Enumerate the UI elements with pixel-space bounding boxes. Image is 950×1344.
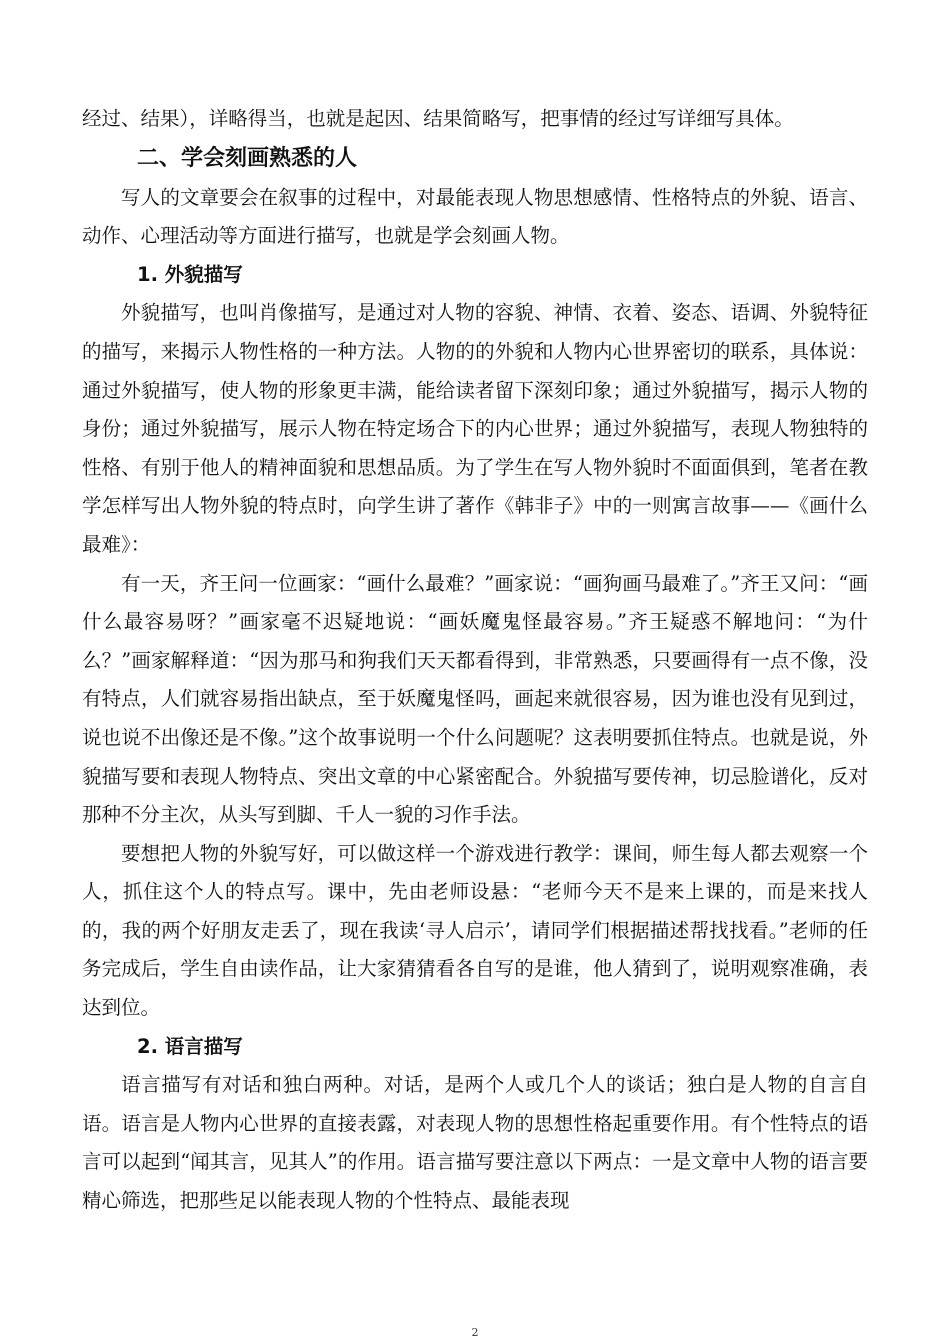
subheading-appearance: 1. 外貌描写	[137, 262, 243, 286]
section-heading: 二、学会刻画熟悉的人	[137, 145, 358, 171]
appearance-paragraph-2: 有一天，齐王问一位画家：“画什么最难？”画家说：“画狗画马最难了。”齐王又问：“画什么最容易呀？”画家毫不迟疑地说：“画妖魔鬼怪最容易。”齐王疑惑不解地问：“为什么？”画家解释道：“因为那马和狗我们天天都看得到，非常熟悉，只要画得有一点不像，没有特点，人们就容易指出缺点，至于妖魔鬼怪吗，画起来就很容易，因为谁也没有见到过，说也说不出像还是不像。”这个故事说明一个什么问题呢？这表明要抓住特点。也就是说，外貌描写要和表现人物特点、突出文章的中心紧密配合。外貌描写要传神，切忌脸谱化，反对那种不分主次，从头写到脚、千人一貌的习作手法。	[82, 571, 868, 827]
appearance-paragraph-3: 要想把人物的外貌写好，可以做这样一个游戏进行教学：课间，师生每人都去观察一个人，抓住这个人的特点写。课中，先由老师设悬：“老师今天不是来上课的，而是来找人的，我的两个好朋友走丢了，现在我读‘寻人启示’，请同学们根据描述帮找找看。”老师的任务完成后，学生自由读作品，让大家猜猜看各自写的是谁，他人猜到了，说明观察准确，表达到位。	[82, 841, 868, 1020]
subheading-language: 2. 语言描写	[137, 1034, 243, 1058]
appearance-paragraph-1: 外貌描写，也叫肖像描写，是通过对人物的容貌、神情、衣着、姿态、语调、外貌特征的描写，来揭示人物性格的一种方法。人物的的外貌和人物内心世界密切的联系，具体说：通过外貌描写，使人物的形象更丰满，能给读者留下深刻印象；通过外貌描写，揭示人物的身份；通过外貌描写，展示人物在特定场合下的内心世界；通过外貌描写，表现人物独特的性格、有别于他人的精神面貌和思想品质。为了学生在写人物外貌时不面面俱到，笔者在教学怎样写出人物外貌的特点时，向学生讲了著作《韩非子》中的一则寓言故事——《画什么最难》：	[82, 301, 868, 556]
language-paragraph-1: 语言描写有对话和独白两种。对话，是两个人或几个人的谈话；独白是人物的自言自语。语言是人物内心世界的直接表露，对表现人物的思想性格起重要作用。有个性特点的语言可以起到“闻其言，见其人”的作用。语言描写要注意以下两点：一是文章中人物的语言要精心筛选，把那些足以能表现人物的个性特点、最能表现	[82, 1073, 868, 1213]
page-number: 2	[471, 1326, 479, 1339]
intro-paragraph: 写人的文章要会在叙事的过程中，对最能表现人物思想感情、性格特点的外貌、语言、动作、心理活动等方面进行描写，也就是学会刻画人物。	[82, 185, 868, 248]
continuation-paragraph: 经过、结果），详略得当，也就是起因、结果简略写，把事情的经过写详细写具体。	[82, 107, 794, 130]
document-body	[82, 100, 868, 1221]
